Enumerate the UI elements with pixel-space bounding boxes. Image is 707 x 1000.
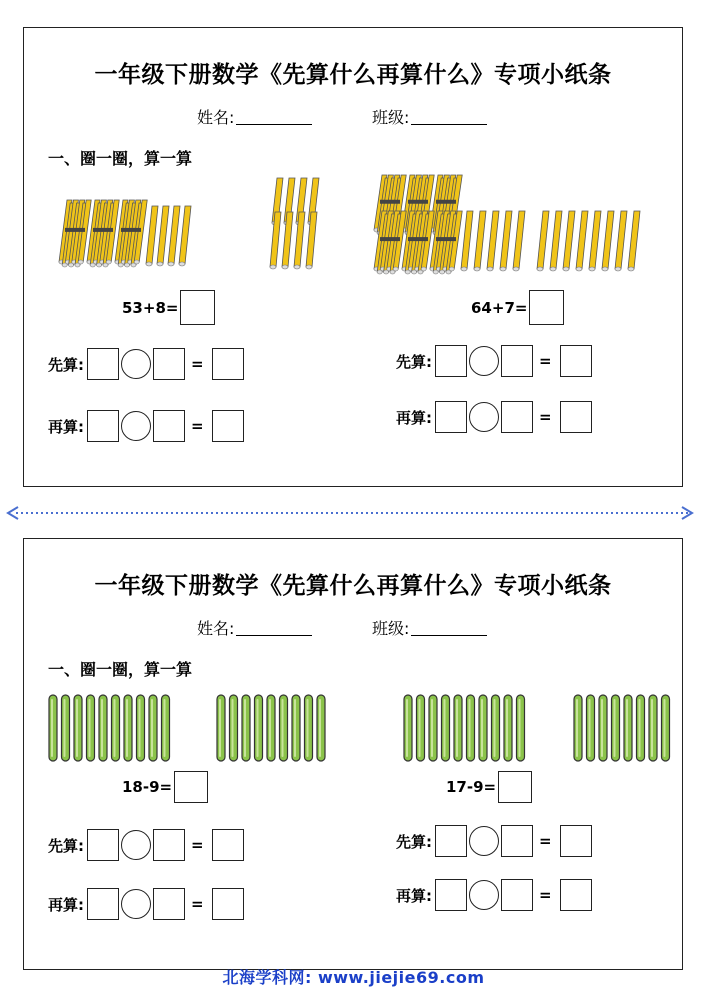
stick — [417, 695, 425, 761]
stick — [242, 695, 250, 761]
operand-box[interactable] — [153, 888, 185, 920]
equals-sign: = — [191, 355, 204, 373]
green-sticks-illustration-18 — [44, 691, 334, 766]
class-label: 班级: — [372, 619, 410, 638]
operand-box[interactable] — [153, 348, 185, 380]
stick — [62, 695, 70, 761]
stick-bundle — [87, 200, 119, 267]
stick — [282, 212, 293, 269]
equals-sign: = — [191, 417, 204, 435]
equals-sign: = — [539, 352, 552, 370]
bundled-sticks-illustration-53-plus-8 — [54, 178, 354, 273]
expression-2 — [471, 290, 564, 325]
operator-circle[interactable] — [121, 889, 151, 919]
expression-text: 64+7= — [471, 298, 528, 317]
worksheet-title: 一年级下册数学《先算什么再算什么》专项小纸条 — [94, 62, 612, 88]
answer-box[interactable] — [174, 771, 208, 803]
step2-label: 再算: — [48, 895, 84, 914]
operand-box[interactable] — [435, 825, 467, 857]
operand-box[interactable] — [501, 879, 533, 911]
operator-circle[interactable] — [121, 411, 151, 441]
operand-box[interactable] — [501, 401, 533, 433]
worksheet-card-2 — [23, 538, 683, 970]
operand-box[interactable] — [501, 345, 533, 377]
operator-circle[interactable] — [469, 880, 499, 910]
stick — [574, 695, 582, 761]
result-box[interactable] — [212, 410, 244, 442]
stick — [599, 695, 607, 761]
equals-sign: = — [191, 836, 204, 854]
equals-sign: = — [539, 408, 552, 426]
stick — [87, 695, 95, 761]
result-box[interactable] — [560, 345, 592, 377]
stick — [270, 212, 281, 269]
step1-row — [396, 825, 592, 857]
stick — [74, 695, 82, 761]
stick — [454, 695, 462, 761]
name-label: 姓名: — [197, 619, 235, 638]
footer-site-link[interactable]: 北海学科网: www.jiejie69.com — [222, 968, 485, 987]
operator-circle[interactable] — [469, 402, 499, 432]
stick — [479, 695, 487, 761]
name-field[interactable] — [197, 616, 312, 639]
stick — [149, 695, 157, 761]
class-field[interactable] — [372, 616, 487, 639]
class-blank[interactable] — [411, 110, 487, 125]
step2-label: 再算: — [396, 886, 432, 905]
stick — [217, 695, 225, 761]
operator-circle[interactable] — [121, 349, 151, 379]
stick — [461, 211, 473, 271]
operand-box[interactable] — [87, 829, 119, 861]
stick-bundle — [59, 200, 91, 267]
worksheet-card-1 — [23, 27, 683, 487]
expression-text: 53+8= — [122, 298, 179, 317]
stick — [317, 695, 325, 761]
answer-box[interactable] — [180, 290, 215, 325]
stick — [306, 212, 317, 269]
stick — [513, 211, 525, 271]
operand-box[interactable] — [153, 410, 185, 442]
step2-row — [48, 888, 244, 920]
name-blank[interactable] — [236, 621, 312, 636]
green-sticks-illustration-17 — [399, 691, 679, 766]
stick — [168, 206, 180, 266]
result-box[interactable] — [560, 401, 592, 433]
equals-sign: = — [539, 886, 552, 904]
stick — [124, 695, 132, 761]
operand-box[interactable] — [87, 410, 119, 442]
result-box[interactable] — [212, 888, 244, 920]
stick — [442, 695, 450, 761]
operand-box[interactable] — [87, 888, 119, 920]
stick — [292, 695, 300, 761]
expression-2 — [446, 771, 532, 803]
stick — [429, 695, 437, 761]
operator-circle[interactable] — [121, 830, 151, 860]
stick — [305, 695, 313, 761]
operator-circle[interactable] — [469, 826, 499, 856]
operand-box[interactable] — [501, 825, 533, 857]
step1-label: 先算: — [396, 832, 432, 851]
step1-label: 先算: — [396, 352, 432, 371]
stick — [179, 206, 191, 266]
expression-text: 18-9= — [122, 778, 173, 796]
section-heading: 一、圈一圈，算一算 — [48, 149, 193, 168]
operator-circle[interactable] — [469, 346, 499, 376]
expression-1 — [122, 290, 215, 325]
answer-box[interactable] — [498, 771, 532, 803]
stick — [467, 695, 475, 761]
step1-row — [48, 829, 244, 861]
stick — [157, 206, 169, 266]
stick — [624, 695, 632, 761]
stick — [649, 695, 657, 761]
result-box[interactable] — [212, 829, 244, 861]
stick — [255, 695, 263, 761]
bundled-sticks-illustration-64-plus-7 — [369, 173, 659, 273]
operand-box[interactable] — [435, 401, 467, 433]
result-box[interactable] — [560, 879, 592, 911]
stick — [517, 695, 525, 761]
stick — [504, 695, 512, 761]
stick — [146, 206, 158, 266]
stick — [589, 211, 601, 271]
step1-row — [396, 345, 592, 377]
stick — [500, 211, 512, 271]
stick — [537, 211, 549, 271]
section-heading: 一、圈一圈，算一算 — [48, 660, 193, 679]
stick — [230, 695, 238, 761]
stick — [267, 695, 275, 761]
expression-text: 17-9= — [446, 778, 497, 796]
stick — [492, 695, 500, 761]
stick — [662, 695, 670, 761]
stick — [615, 211, 627, 271]
class-label: 班级: — [372, 108, 410, 127]
stick — [99, 695, 107, 761]
step1-row — [48, 348, 244, 380]
step2-row — [396, 879, 592, 911]
name-field[interactable] — [197, 105, 312, 128]
name-label: 姓名: — [197, 108, 235, 127]
answer-box[interactable] — [529, 290, 564, 325]
cut-line-divider — [0, 503, 707, 523]
equals-sign: = — [539, 832, 552, 850]
stick — [162, 695, 170, 761]
equals-sign: = — [191, 895, 204, 913]
operand-box[interactable] — [153, 829, 185, 861]
stick — [280, 695, 288, 761]
operand-box[interactable] — [87, 348, 119, 380]
worksheet-title: 一年级下册数学《先算什么再算什么》专项小纸条 — [94, 573, 612, 599]
stick — [404, 695, 412, 761]
stick-bundle — [115, 200, 147, 267]
stick — [550, 211, 562, 271]
step1-label: 先算: — [48, 355, 84, 374]
class-blank[interactable] — [411, 621, 487, 636]
step1-label: 先算: — [48, 836, 84, 855]
expression-1 — [122, 771, 208, 803]
stick — [49, 695, 57, 761]
stick — [474, 211, 486, 271]
operand-box[interactable] — [435, 345, 467, 377]
stick — [563, 211, 575, 271]
class-field[interactable] — [372, 105, 487, 128]
step2-row — [48, 410, 244, 442]
stick — [602, 211, 614, 271]
name-blank[interactable] — [236, 110, 312, 125]
stick — [294, 212, 305, 269]
stick — [487, 211, 499, 271]
result-box[interactable] — [212, 348, 244, 380]
stick — [628, 211, 640, 271]
result-box[interactable] — [560, 825, 592, 857]
stick — [637, 695, 645, 761]
step2-row — [396, 401, 592, 433]
stick — [112, 695, 120, 761]
step2-label: 再算: — [396, 408, 432, 427]
stick — [612, 695, 620, 761]
stick — [587, 695, 595, 761]
step2-label: 再算: — [48, 417, 84, 436]
stick — [137, 695, 145, 761]
stick — [576, 211, 588, 271]
operand-box[interactable] — [435, 879, 467, 911]
